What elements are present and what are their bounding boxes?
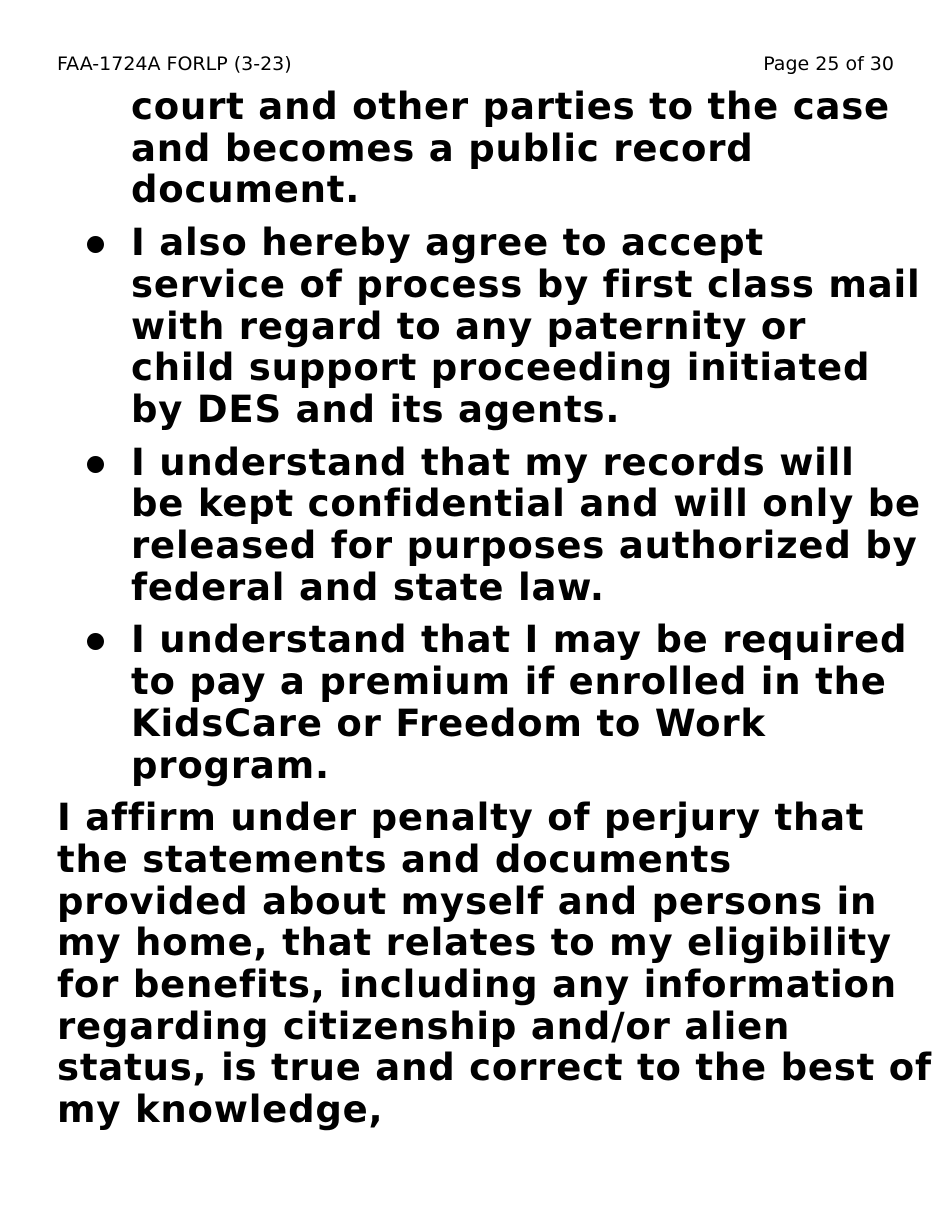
bullet-icon — [87, 633, 104, 650]
bullet-text: I understand that I may be required to pay a premium if enrolled in the KidsCare or Freedom to Work program. — [131, 618, 908, 787]
continuation-paragraph: court and other parties to the case and becomes a public record document. — [131, 85, 890, 212]
page-header — [57, 50, 894, 78]
list-item — [0, 442, 921, 609]
list-item — [0, 619, 921, 786]
bullet-icon — [87, 236, 104, 253]
affirmation-paragraph: I affirm under penalty of perjury that the statements and documents provided about myself and persons in my home, that relates to my eligibility for benefits, including any information regarding citizenship and/or alien status, is true and correct to the best of my knowledge, — [57, 796, 932, 1132]
bullet-icon — [87, 456, 104, 473]
form-id: FAA-1724A FORLP (3-23) — [57, 53, 292, 75]
document-body — [0, 86, 950, 1131]
bullet-list — [0, 222, 950, 786]
page-number: Page 25 of 30 — [763, 53, 894, 75]
bullet-text: I understand that my records will be kept confidential and will only be released for purposes authorized by federal and state law. — [131, 440, 921, 609]
bullet-text: I also hereby agree to accept service of process by first class mail with regard to any paternity or child support proceeding initiated by DES and its agents. — [131, 221, 921, 431]
list-item — [0, 222, 921, 431]
